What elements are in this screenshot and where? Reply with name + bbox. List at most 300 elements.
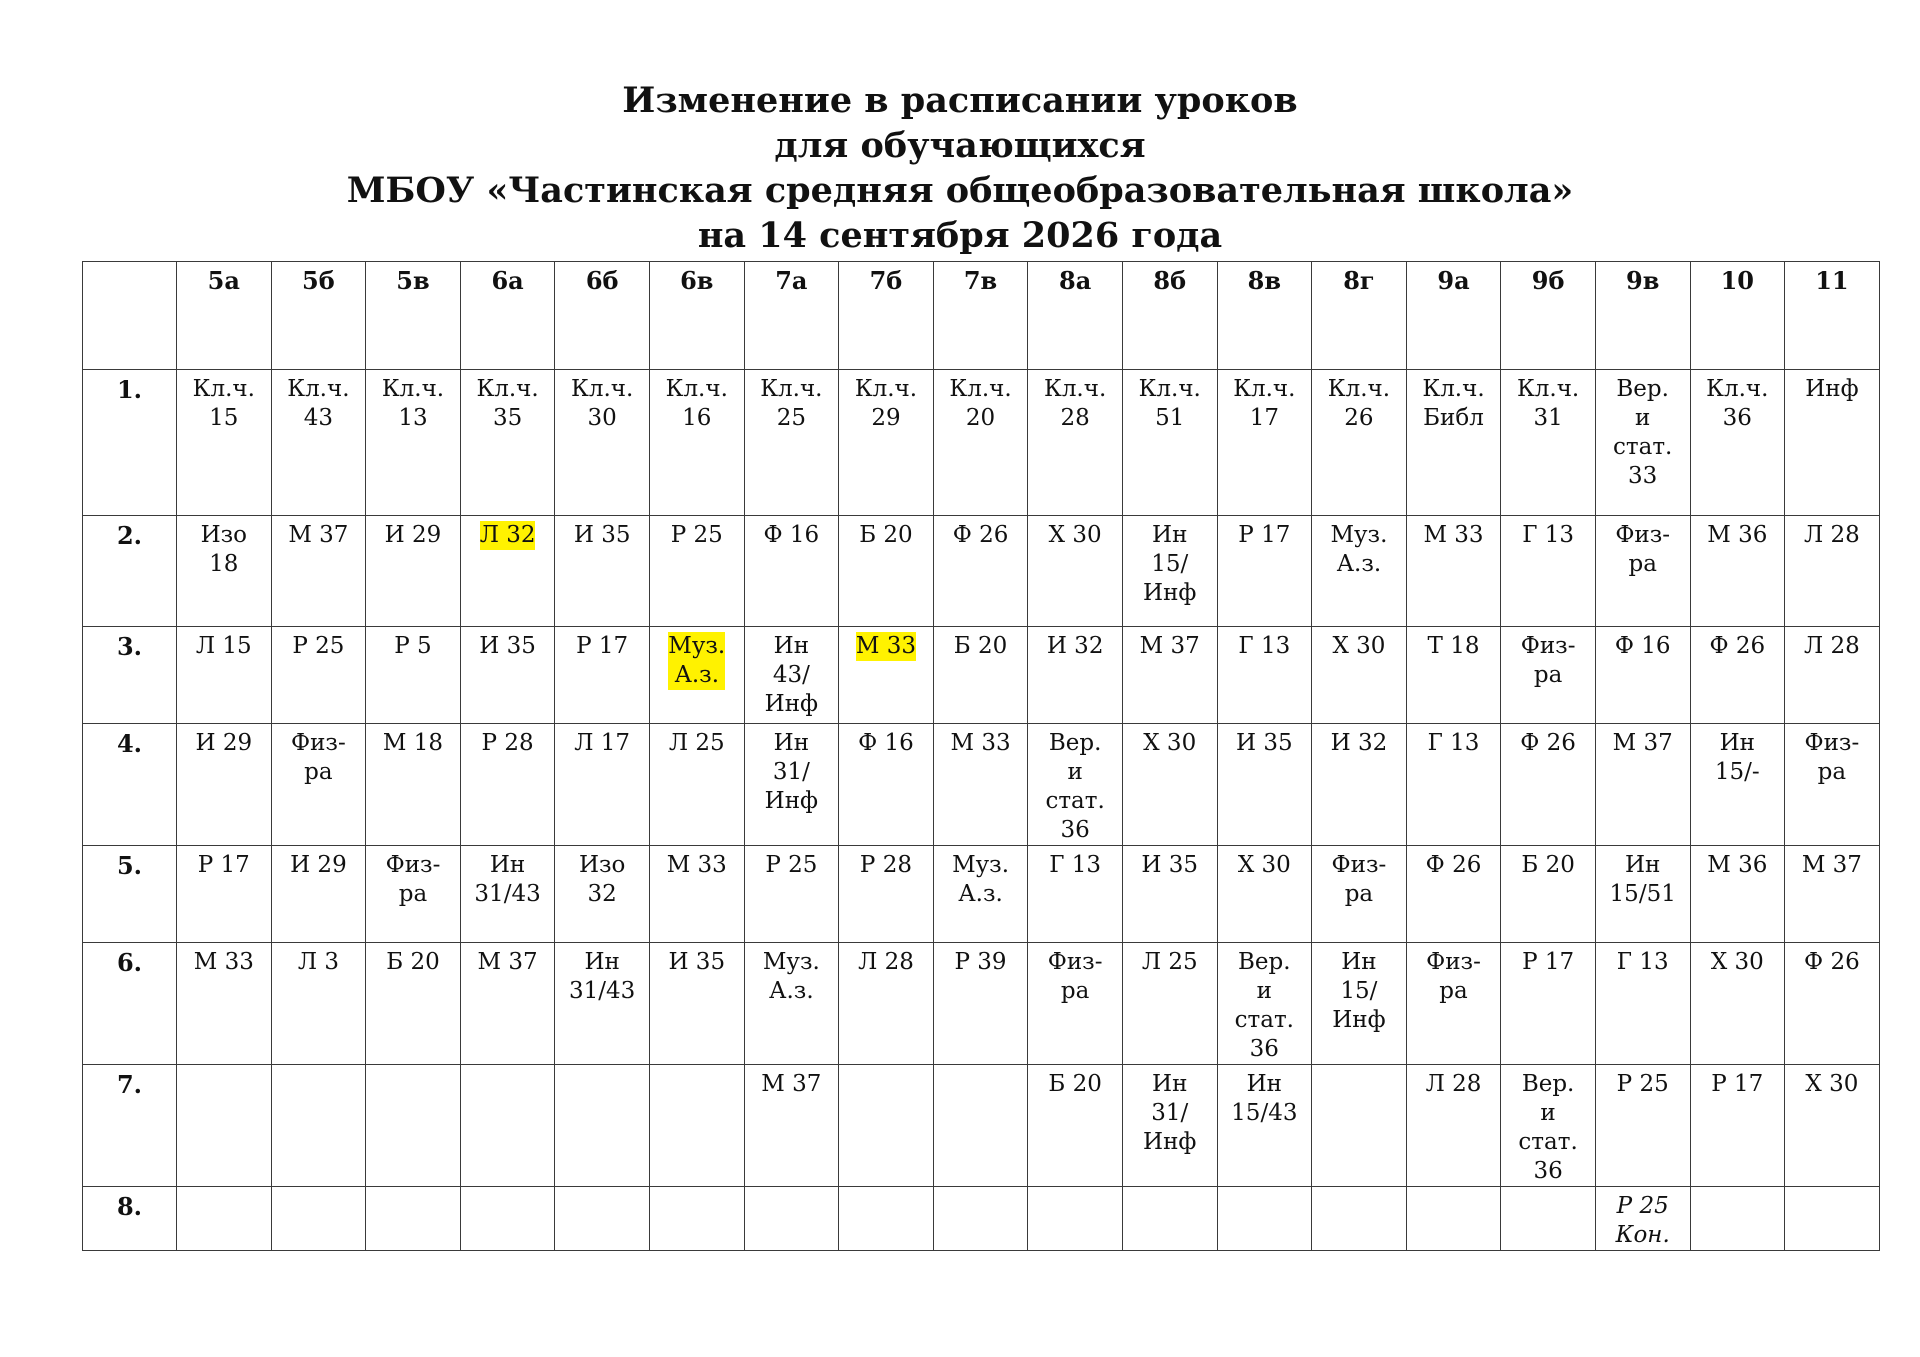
lesson-text: Ин 31/ Инф <box>1143 1071 1197 1155</box>
lesson-text: М 37 <box>1612 730 1673 756</box>
lesson-cell <box>744 627 839 724</box>
lesson-text: Кл.ч. 25 <box>760 376 823 431</box>
lesson-text: Р 17 <box>197 852 250 878</box>
lesson-text: М 33 <box>950 730 1011 756</box>
column-header-class: 11 <box>1785 262 1880 370</box>
lesson-cell <box>649 1187 744 1251</box>
lesson-cell <box>1122 627 1217 724</box>
lesson-cell <box>1028 516 1123 627</box>
lesson-cell <box>933 370 1028 516</box>
lesson-text: Л 25 <box>668 730 725 756</box>
lesson-text: М 37 <box>1801 852 1862 878</box>
column-header-class: 9а <box>1406 262 1501 370</box>
lesson-cell <box>839 1187 934 1251</box>
column-header-class: 9в <box>1595 262 1690 370</box>
period-number: 8. <box>83 1187 177 1251</box>
lesson-cell <box>933 516 1028 627</box>
lesson-cell <box>1312 724 1407 846</box>
lesson-text: М 33 <box>1423 522 1484 548</box>
lesson-cell <box>1312 846 1407 943</box>
lesson-text: И 29 <box>384 522 442 548</box>
lesson-text: Б 20 <box>859 522 913 548</box>
table-header-row <box>83 262 1880 370</box>
lesson-text: Р 17 <box>576 633 629 659</box>
lesson-text: Г 13 <box>1238 633 1291 659</box>
lesson-cell <box>744 1065 839 1187</box>
lesson-cell <box>1217 370 1312 516</box>
table-body <box>83 370 1880 1251</box>
lesson-text: Муз. А.з. <box>952 852 1010 907</box>
lesson-cell <box>1785 1065 1880 1187</box>
lesson-cell <box>366 724 461 846</box>
lesson-text: Кл.ч. 28 <box>1044 376 1107 431</box>
lesson-text: Л 3 <box>297 949 339 975</box>
lesson-cell <box>1690 1065 1785 1187</box>
column-header-class: 6б <box>555 262 650 370</box>
lesson-cell <box>177 943 272 1065</box>
lesson-text: И 35 <box>668 949 726 975</box>
lesson-cell <box>744 516 839 627</box>
lesson-cell <box>1501 370 1596 516</box>
table-row <box>83 627 1880 724</box>
lesson-cell <box>1122 516 1217 627</box>
lesson-cell <box>1406 370 1501 516</box>
lesson-cell <box>1595 627 1690 724</box>
lesson-cell <box>933 724 1028 846</box>
lesson-text: Вер. и стат. 36 <box>1518 1071 1578 1184</box>
column-header-class: 7а <box>744 262 839 370</box>
lesson-cell <box>1595 846 1690 943</box>
lesson-text: Ин 31/43 <box>569 949 636 1004</box>
lesson-text: Б 20 <box>1048 1071 1102 1097</box>
lesson-text: Муз. А.з. <box>762 949 820 1004</box>
lesson-text: Т 18 <box>1427 633 1480 659</box>
lesson-cell <box>1595 724 1690 846</box>
column-header-class: 10 <box>1690 262 1785 370</box>
lesson-cell <box>555 370 650 516</box>
lesson-text: Ин 31/ Инф <box>764 730 819 814</box>
lesson-cell <box>1122 943 1217 1065</box>
lesson-text: И 35 <box>1236 730 1293 756</box>
lesson-text: Муз. А.з. <box>1330 522 1388 577</box>
lesson-text: Ин 15/ Инф <box>1332 949 1386 1033</box>
lesson-cell <box>1028 1187 1123 1251</box>
lesson-text: Вер. и стат. 33 <box>1613 376 1673 489</box>
lesson-text: Ф 26 <box>1520 730 1576 756</box>
lesson-text: Р 25 Кон. <box>1615 1193 1670 1248</box>
lesson-text: Физ- ра <box>1047 949 1103 1004</box>
table-row <box>83 943 1880 1065</box>
lesson-text: Физ- ра <box>1426 949 1481 1004</box>
lesson-cell <box>1690 1187 1785 1251</box>
lesson-cell <box>177 516 272 627</box>
lesson-cell <box>1122 724 1217 846</box>
column-header-class: 7б <box>839 262 934 370</box>
lesson-cell <box>271 627 366 724</box>
lesson-text: Ин 15/- <box>1714 730 1760 785</box>
lesson-text: Л 28 <box>1804 633 1860 659</box>
lesson-cell <box>271 516 366 627</box>
document-title <box>0 78 1920 258</box>
lesson-text: И 29 <box>290 852 347 878</box>
lesson-text: Г 13 <box>1522 522 1575 548</box>
lesson-text: Ин 15/ Инф <box>1143 522 1197 606</box>
lesson-cell <box>460 627 555 724</box>
period-number: 7. <box>83 1065 177 1187</box>
lesson-cell <box>1217 846 1312 943</box>
lesson-cell <box>649 846 744 943</box>
lesson-cell <box>1785 1187 1880 1251</box>
lesson-cell <box>555 943 650 1065</box>
lesson-text: Физ- ра <box>291 730 346 785</box>
lesson-text: Кл.ч. 31 <box>1516 376 1580 431</box>
lesson-cell <box>271 846 366 943</box>
lesson-text: И 32 <box>1046 633 1104 659</box>
lesson-cell <box>839 724 934 846</box>
lesson-cell <box>1595 516 1690 627</box>
lesson-cell <box>1217 724 1312 846</box>
lesson-cell <box>1028 943 1123 1065</box>
lesson-cell <box>271 1065 366 1187</box>
lesson-cell <box>460 846 555 943</box>
lesson-text: Р 28 <box>859 852 912 878</box>
lesson-text: Ин 43/ Инф <box>764 633 819 717</box>
column-header-class: 5а <box>177 262 272 370</box>
lesson-cell <box>839 943 934 1065</box>
lesson-text: Кл.ч. 13 <box>381 376 445 431</box>
lesson-text: Изо 18 <box>200 522 248 577</box>
lesson-text: Р 39 <box>954 949 1007 975</box>
lesson-text: Б 20 <box>386 949 440 975</box>
lesson-text: Кл.ч. 17 <box>1233 376 1296 431</box>
lesson-cell <box>1690 724 1785 846</box>
lesson-cell <box>366 943 461 1065</box>
lesson-cell <box>1406 627 1501 724</box>
lesson-text: Б 20 <box>953 633 1008 659</box>
lesson-cell <box>1501 846 1596 943</box>
title-line-2: для обучающихся <box>774 125 1146 166</box>
lesson-cell <box>177 370 272 516</box>
lesson-text: Р 5 <box>394 633 432 659</box>
lesson-text: Л 28 <box>858 949 914 975</box>
table-row <box>83 1065 1880 1187</box>
lesson-text: Х 30 <box>1237 852 1291 878</box>
lesson-cell <box>933 846 1028 943</box>
lesson-cell <box>460 943 555 1065</box>
lesson-text: Г 13 <box>1049 852 1102 878</box>
lesson-cell <box>366 1065 461 1187</box>
lesson-text: Муз. А.з. <box>668 633 726 688</box>
lesson-cell <box>1406 1187 1501 1251</box>
lesson-cell <box>366 846 461 943</box>
title-line-3: МБОУ «Частинская средняя общеобразовательная школа» <box>346 170 1574 211</box>
lesson-text: Ин 31/43 <box>474 852 541 907</box>
lesson-cell <box>555 516 650 627</box>
lesson-cell <box>1785 943 1880 1065</box>
lesson-text: Х 30 <box>1143 730 1197 756</box>
lesson-cell <box>1122 1187 1217 1251</box>
lesson-text: М 37 <box>1139 633 1200 659</box>
lesson-cell <box>1595 943 1690 1065</box>
lesson-text: Х 30 <box>1710 949 1764 975</box>
lesson-text: Физ- ра <box>1331 852 1387 907</box>
lesson-text: Кл.ч. 15 <box>192 376 255 431</box>
lesson-cell <box>1690 516 1785 627</box>
lesson-cell <box>177 724 272 846</box>
lesson-text: Л 15 <box>195 633 252 659</box>
lesson-text: М 33 <box>193 949 254 975</box>
lesson-text: М 37 <box>761 1071 822 1097</box>
lesson-cell <box>1217 943 1312 1065</box>
period-number: 3. <box>83 627 177 724</box>
lesson-text: Физ- ра <box>1804 730 1860 785</box>
period-number: 2. <box>83 516 177 627</box>
lesson-cell <box>649 370 744 516</box>
lesson-text: Инф <box>1805 376 1859 402</box>
lesson-cell <box>1785 516 1880 627</box>
lesson-cell <box>177 1187 272 1251</box>
lesson-cell <box>1028 627 1123 724</box>
lesson-text: Ин 15/51 <box>1609 852 1676 907</box>
lesson-cell <box>1028 846 1123 943</box>
lesson-cell <box>1501 943 1596 1065</box>
lesson-text: Х 30 <box>1048 522 1102 548</box>
lesson-cell <box>177 846 272 943</box>
lesson-cell <box>1406 724 1501 846</box>
lesson-text: Кл.ч. 16 <box>665 376 728 431</box>
lesson-text: М 36 <box>1707 852 1768 878</box>
lesson-cell <box>1785 724 1880 846</box>
lesson-text: Кл.ч. 30 <box>571 376 634 431</box>
lesson-cell <box>1406 846 1501 943</box>
lesson-text: Кл.ч. 51 <box>1138 376 1201 431</box>
lesson-text: Кл.ч. 26 <box>1327 376 1391 431</box>
lesson-cell <box>649 516 744 627</box>
lesson-cell <box>555 1187 650 1251</box>
lesson-cell <box>366 627 461 724</box>
period-number: 6. <box>83 943 177 1065</box>
lesson-cell <box>555 724 650 846</box>
lesson-cell <box>1217 516 1312 627</box>
lesson-text: Кл.ч. 43 <box>287 376 350 431</box>
column-header-class: 9б <box>1501 262 1596 370</box>
lesson-cell <box>366 516 461 627</box>
lesson-text: И 35 <box>1141 852 1199 878</box>
lesson-text: Г 13 <box>1427 730 1480 756</box>
column-header-class: 8в <box>1217 262 1312 370</box>
lesson-cell <box>1312 1065 1407 1187</box>
title-line-4: на 14 сентября 2026 года <box>697 215 1223 256</box>
lesson-cell <box>1501 1065 1596 1187</box>
lesson-cell <box>177 1065 272 1187</box>
column-header-class: 7в <box>933 262 1028 370</box>
lesson-cell <box>933 1065 1028 1187</box>
period-number: 5. <box>83 846 177 943</box>
lesson-cell <box>1785 846 1880 943</box>
lesson-text: Р 25 <box>765 852 818 878</box>
lesson-cell <box>460 1065 555 1187</box>
lesson-cell <box>1501 724 1596 846</box>
lesson-text: Л 25 <box>1141 949 1198 975</box>
lesson-cell <box>1122 1065 1217 1187</box>
lesson-text: Изо 32 <box>578 852 626 907</box>
column-header-class: 6в <box>649 262 744 370</box>
lesson-text: Кл.ч. Библ <box>1422 376 1485 431</box>
table-row <box>83 1187 1880 1251</box>
lesson-text: И 35 <box>479 633 536 659</box>
lesson-text: Р 17 <box>1238 522 1291 548</box>
lesson-text: И 32 <box>1330 730 1388 756</box>
lesson-text: Ф 26 <box>1425 852 1482 878</box>
table-row <box>83 846 1880 943</box>
column-header-class: 5в <box>366 262 461 370</box>
lesson-text: Ф 16 <box>763 522 820 548</box>
lesson-cell <box>1595 1187 1690 1251</box>
lesson-cell <box>1501 627 1596 724</box>
lesson-cell <box>1406 943 1501 1065</box>
lesson-cell <box>366 1187 461 1251</box>
lesson-cell <box>1690 846 1785 943</box>
lesson-cell <box>744 724 839 846</box>
lesson-text: Ин 15/43 <box>1231 1071 1298 1126</box>
lesson-text: Р 17 <box>1522 949 1575 975</box>
lesson-cell <box>1217 1187 1312 1251</box>
lesson-cell <box>1217 1065 1312 1187</box>
column-header-class: 8а <box>1028 262 1123 370</box>
lesson-cell <box>1501 516 1596 627</box>
lesson-cell <box>555 1065 650 1187</box>
lesson-text: Р 25 <box>292 633 345 659</box>
lesson-cell <box>1690 370 1785 516</box>
lesson-text: М 18 <box>382 730 444 756</box>
lesson-cell <box>271 943 366 1065</box>
lesson-text: Х 30 <box>1332 633 1386 659</box>
lesson-text: Ф 26 <box>1709 633 1766 659</box>
lesson-cell <box>460 516 555 627</box>
lesson-cell <box>1595 370 1690 516</box>
lesson-text: Вер. и стат. 36 <box>1045 730 1105 843</box>
lesson-cell <box>1028 724 1123 846</box>
lesson-cell <box>366 370 461 516</box>
lesson-text: Л 28 <box>1804 522 1860 548</box>
lesson-cell <box>933 627 1028 724</box>
lesson-text: Вер. и стат. 36 <box>1234 949 1294 1062</box>
lesson-cell <box>460 370 555 516</box>
lesson-cell <box>1028 1065 1123 1187</box>
lesson-cell <box>744 370 839 516</box>
column-header-class: 6а <box>460 262 555 370</box>
lesson-cell <box>649 1065 744 1187</box>
lesson-cell <box>1312 516 1407 627</box>
lesson-cell <box>1028 370 1123 516</box>
lesson-text: М 36 <box>1707 522 1768 548</box>
period-number: 4. <box>83 724 177 846</box>
lesson-cell <box>555 846 650 943</box>
lesson-text: И 35 <box>573 522 631 548</box>
lesson-cell <box>1785 627 1880 724</box>
lesson-cell <box>1312 627 1407 724</box>
lesson-text: Б 20 <box>1521 852 1575 878</box>
column-header-class: 8г <box>1312 262 1407 370</box>
lesson-text: Р 25 <box>1616 1071 1669 1097</box>
lesson-cell <box>1406 1065 1501 1187</box>
column-header-class: 8б <box>1122 262 1217 370</box>
lesson-cell <box>649 627 744 724</box>
lesson-text: Л 32 <box>479 522 536 548</box>
lesson-cell <box>1690 943 1785 1065</box>
lesson-cell <box>933 1187 1028 1251</box>
lesson-cell <box>271 1187 366 1251</box>
lesson-text: Р 17 <box>1711 1071 1764 1097</box>
lesson-cell <box>839 846 934 943</box>
lesson-cell <box>1122 846 1217 943</box>
lesson-cell <box>839 370 934 516</box>
lesson-cell <box>1501 1187 1596 1251</box>
table-row <box>83 516 1880 627</box>
lesson-cell <box>649 943 744 1065</box>
lesson-cell <box>177 627 272 724</box>
lesson-cell <box>933 943 1028 1065</box>
lesson-cell <box>1312 1187 1407 1251</box>
lesson-cell <box>271 724 366 846</box>
lesson-cell <box>839 516 934 627</box>
lesson-text: Л 17 <box>574 730 631 756</box>
lesson-text: Ф 26 <box>1804 949 1860 975</box>
table-row <box>83 724 1880 846</box>
lesson-text: Физ- ра <box>1520 633 1576 688</box>
lesson-text: Кл.ч. 36 <box>1706 376 1769 431</box>
lesson-cell <box>1122 370 1217 516</box>
lesson-cell <box>1312 943 1407 1065</box>
lesson-text: Г 13 <box>1616 949 1669 975</box>
lesson-cell <box>1406 516 1501 627</box>
lesson-text: Физ- ра <box>385 852 441 907</box>
title-line-1: Изменение в расписании уроков <box>622 80 1298 121</box>
lesson-text: Ф 16 <box>1614 633 1671 659</box>
lesson-text: Физ- ра <box>1615 522 1671 577</box>
lesson-text: М 37 <box>477 949 538 975</box>
lesson-cell <box>460 724 555 846</box>
lesson-text: Ф 16 <box>858 730 914 756</box>
lesson-cell <box>1785 370 1880 516</box>
lesson-text: Р 25 <box>670 522 723 548</box>
lesson-cell <box>1595 1065 1690 1187</box>
lesson-text: М 33 <box>855 633 917 659</box>
lesson-cell <box>649 724 744 846</box>
table-row <box>83 370 1880 516</box>
period-number: 1. <box>83 370 177 516</box>
column-header-class: 5б <box>271 262 366 370</box>
lesson-text: Кл.ч. 29 <box>854 376 918 431</box>
lesson-cell <box>271 370 366 516</box>
lesson-text: Х 30 <box>1805 1071 1859 1097</box>
lesson-text: И 29 <box>195 730 253 756</box>
lesson-cell <box>839 627 934 724</box>
lesson-text: Ф 26 <box>952 522 1009 548</box>
lesson-cell <box>555 627 650 724</box>
lesson-cell <box>744 846 839 943</box>
lesson-text: Р 28 <box>481 730 534 756</box>
lesson-cell <box>1690 627 1785 724</box>
schedule-table <box>82 261 1880 1251</box>
lesson-cell <box>839 1065 934 1187</box>
lesson-cell <box>460 1187 555 1251</box>
lesson-text: М 37 <box>288 522 349 548</box>
lesson-text: М 33 <box>666 852 727 878</box>
lesson-cell <box>1312 370 1407 516</box>
lesson-cell <box>744 943 839 1065</box>
lesson-text: Л 28 <box>1425 1071 1482 1097</box>
